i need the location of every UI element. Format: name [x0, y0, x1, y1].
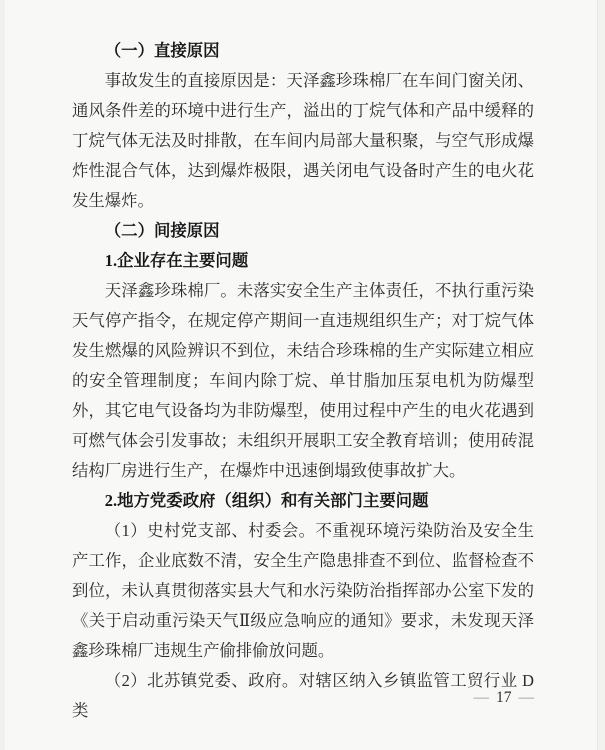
scan-edge-left [0, 0, 5, 750]
paragraph-village-committee: （1）史村党支部、村委会。不重视环境污染防治及安全生产工作，企业底数不清，安全生产隐患排查不到位、监督检查不到位，未认真贯彻落实县大气和水污染防治指挥部办公室下发的《关于启动重污染天气Ⅱ级应急响应的通知》要求，未发现天泽鑫珍珠棉厂违规生产偷排偷放问题。 [72, 521, 534, 660]
page-number-dash-right: — [518, 689, 534, 706]
page-number-value: 17 [496, 689, 512, 706]
subheading-enterprise-problems: 1.企业存在主要问题 [104, 251, 249, 270]
document-body [72, 36, 534, 726]
scan-edge-right [597, 0, 605, 750]
paragraph-enterprise-problems: 天泽鑫珍珠棉厂。未落实安全生产主体责任，不执行重污染天气停产指令，在规定停产期间一直违规组织生产；对丁烷气体发生燃爆的风险辨识不到位，未结合珍珠棉的生产实际建立相应的安全管理制度；车间内除丁烷、单甘脂加压泵电机为防爆型外，其它电气设备均为非防爆型，使用过程中产生的电火花遇到可燃气体会引发事故；未组织开展职工安全教育培训；使用砖混结构厂房进行生产，在爆炸中迅速倒塌致使事故扩大。 [72, 281, 534, 480]
page-number-dash-left: — [473, 689, 489, 706]
paragraph-beisu-town: （2）北苏镇党委、政府。对辖区纳入乡镇监管工贸行业 D 类 [72, 671, 534, 720]
heading-direct-cause: （一）直接原因 [104, 41, 220, 60]
subheading-government-problems: 2.地方党委政府（组织）和有关部门主要问题 [104, 491, 429, 510]
page-number [467, 687, 542, 709]
heading-indirect-cause: （二）间接原因 [104, 221, 220, 240]
paragraph-direct-cause: 事故发生的直接原因是：天泽鑫珍珠棉厂在车间门窗关闭、通风条件差的环境中进行生产，溢出的丁烷气体和产品中缓释的丁烷气体无法及时排散，在车间内局部大量积聚，与空气形成爆炸性混合气体，达到爆炸极限，遇关闭电气设备时产生的电火花发生爆炸。 [72, 71, 534, 210]
